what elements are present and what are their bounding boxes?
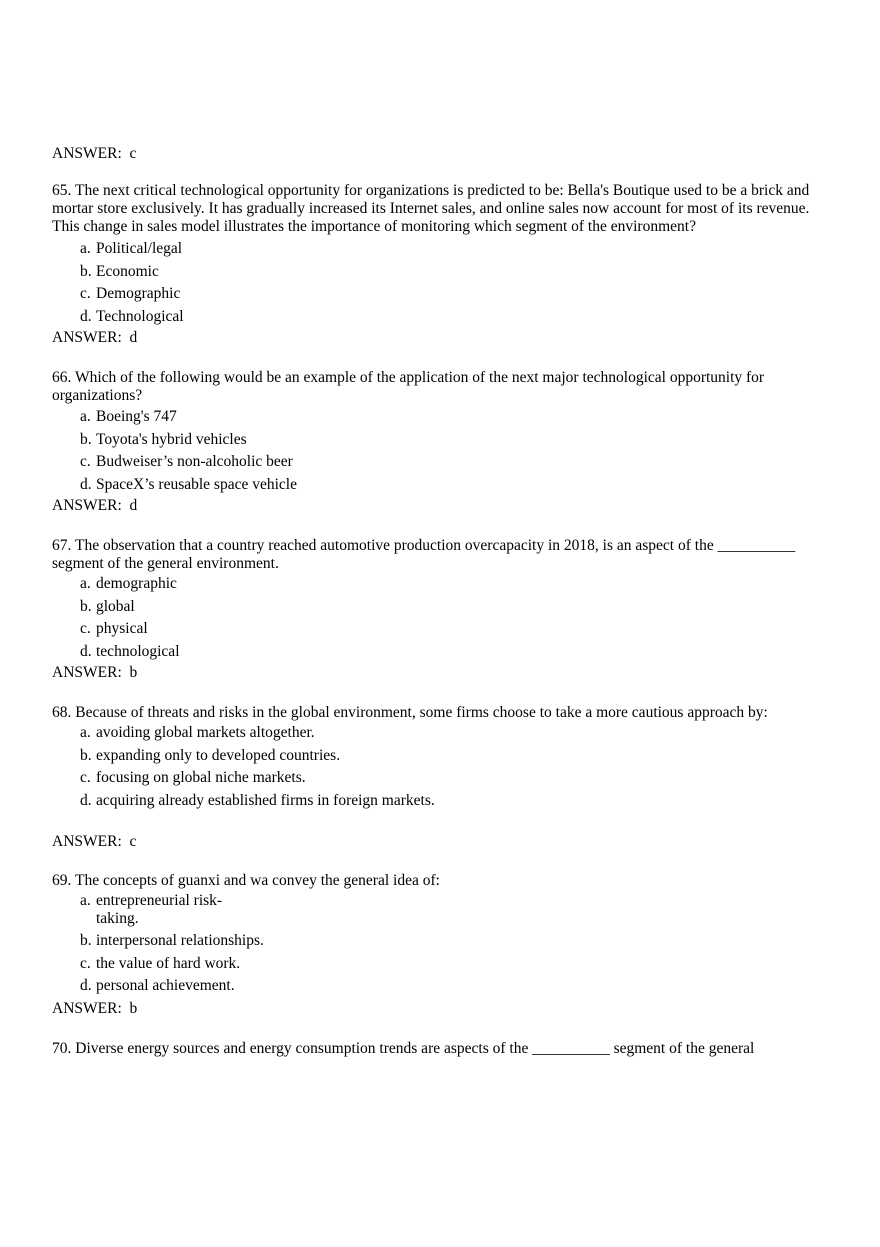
option-d: d. technological (80, 642, 180, 660)
question-70 (52, 1040, 830, 1058)
option-b: b. Toyota's hybrid vehicles (80, 430, 247, 448)
answer-67: ANSWER: b (52, 664, 138, 681)
answer-prev: ANSWER: c (52, 145, 137, 162)
option-a: a. entrepreneurial risk-taking. (80, 892, 223, 927)
question-66 (52, 369, 830, 405)
option-b: b. Economic (80, 262, 159, 280)
option-a: a. demographic (80, 575, 177, 592)
question-67 (52, 537, 830, 573)
option-c: c. physical (80, 620, 148, 637)
option-a: a. Political/legal (80, 240, 183, 257)
option-b: b. interpersonal relationships. (80, 932, 264, 949)
option-d: d. Technological (80, 307, 184, 325)
option-c: c. Demographic (80, 285, 181, 302)
question-66-options (52, 408, 830, 498)
question-65-options (52, 240, 830, 330)
question-stem: 70. Diverse energy sources and energy consumption trends are aspects of the __________ segment of the general (52, 1040, 755, 1057)
option-b: b. expanding only to developed countries. (80, 746, 341, 764)
question-69-options (52, 892, 830, 1000)
option-d: d. acquiring already established firms in foreign markets. (80, 791, 435, 809)
question-stem: 69. The concepts of guanxi and wa convey the general idea of: (52, 872, 440, 889)
option-c: c. Budweiser’s non-alcoholic beer (80, 453, 293, 470)
option-d: d. SpaceX’s reusable space vehicle (80, 475, 297, 493)
question-69 (52, 872, 830, 890)
option-d: d. personal achievement. (80, 977, 235, 994)
option-c: c. the value of hard work. (80, 954, 241, 972)
question-68-options (52, 724, 830, 810)
answer-66: ANSWER: d (52, 497, 138, 514)
question-stem: 67. The observation that a country reached automotive production overcapacity in 2018, is an aspect of the __________ segment of the general environment. (52, 537, 796, 572)
answer-68: ANSWER: c (52, 833, 137, 850)
option-a: a. avoiding global markets altogether. (80, 724, 315, 741)
question-stem: 66. Which of the following would be an example of the application of the next major technological opportunity for organizations? (52, 369, 765, 404)
answer-69: ANSWER: b (52, 1000, 138, 1017)
question-67-options (52, 575, 830, 665)
answer-65: ANSWER: d (52, 329, 138, 346)
option-a: a. Boeing's 747 (80, 408, 177, 425)
option-c: c. focusing on global niche markets. (80, 769, 306, 786)
question-68 (52, 704, 830, 722)
question-stem: 68. Because of threats and risks in the global environment, some firms choose to take a more cautious approach by: (52, 704, 768, 721)
question-stem: 65. The next critical technological opportunity for organizations is predicted to be: Bella's Boutique used to be a brick and mortar store exclusively. It has gradually increased its Internet sales, and online sales now account for most of its revenue. This change in sales model illustrates the importance of monitoring which segment of the environment? (52, 182, 810, 235)
option-b: b. global (80, 597, 135, 615)
question-65 (52, 182, 830, 236)
